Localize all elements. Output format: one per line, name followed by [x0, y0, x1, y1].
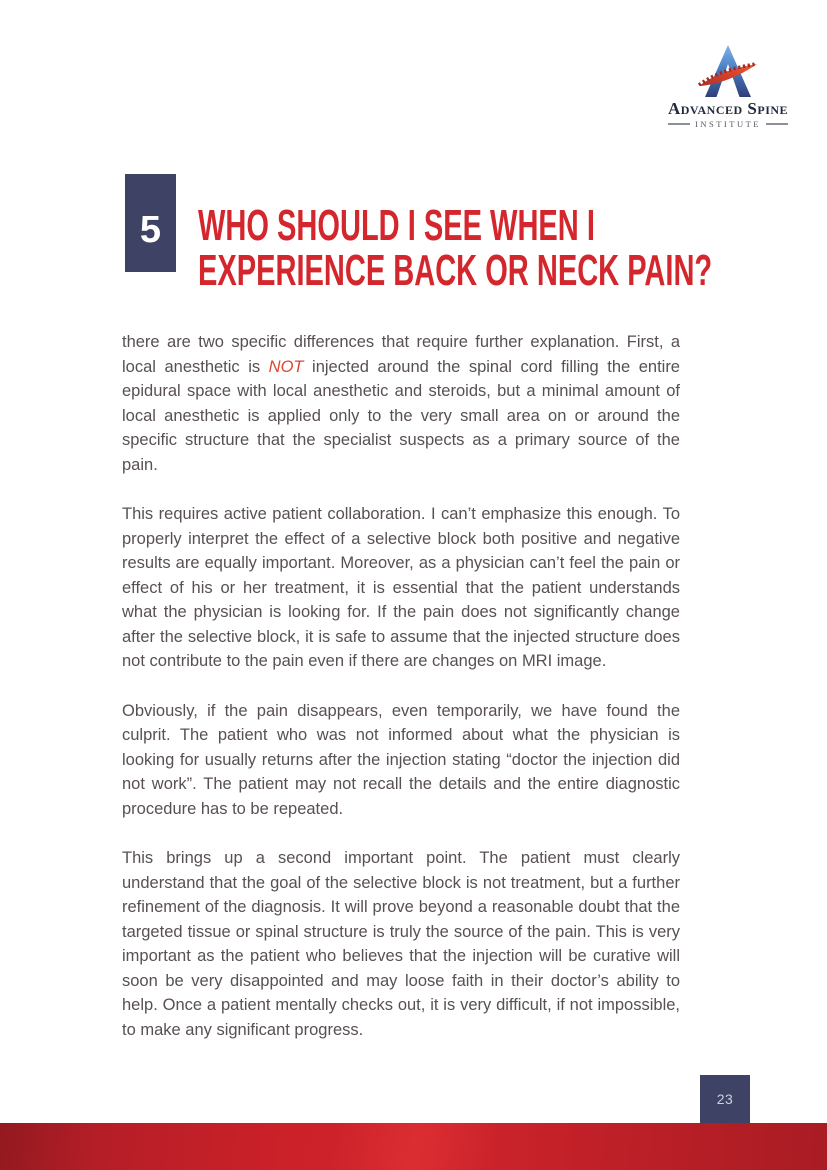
paragraph-1-after: injected around the spinal cord filling the entire epidural space with local anesthetic and steroids, but a minimal amount of local anesthetic is applied only to the very small area on or around the specific structure that the specialist suspects as a primary source of the pain.	[122, 357, 680, 474]
paragraph-4: This brings up a second important point. The patient must clearly understand that the goal of the selective block is not treatment, but a further refinement of the diagnosis. It will prove beyond a reasonable doubt that the targeted tissue or spinal structure is truly the source of the pain. This is very important as the patient who believes that the injection will be curative will soon be very disappointed and may loose faith in their doctor’s ability to help. Once a patient mentally checks out, it is very difficult, if not impossible, to make any significant progress.	[122, 849, 680, 1039]
logo-subtitle-row	[660, 119, 796, 129]
logo-subname: INSTITUTE	[695, 119, 761, 129]
chapter-number: 5	[139, 209, 162, 251]
paragraph-3: Obviously, if the pain disappears, even temporarily, we have found the culprit. The patient who was not informed about what the physician is looking for usually returns after the injection stating “doctor the injection did not work”. The patient may not recall the details and the entire diagnostic procedure has to be repeated.	[122, 701, 680, 818]
chapter-title-line2: EXPERIENCE BACK OR NECK PAIN?	[198, 246, 713, 295]
body-text	[122, 330, 680, 1067]
chapter-number-box	[125, 174, 176, 272]
chapter-title	[198, 203, 712, 293]
page-number: 23	[716, 1091, 734, 1107]
spine-a-icon	[695, 44, 761, 98]
logo-name: Advanced Spine	[667, 99, 789, 118]
footer-band	[0, 1123, 827, 1170]
chapter-title-line1: WHO SHOULD I SEE WHEN I	[198, 201, 595, 250]
not-emphasis: NOT	[268, 357, 304, 376]
page-number-badge	[700, 1075, 750, 1123]
paragraph-1	[122, 330, 680, 477]
logo-divider-right	[766, 123, 788, 125]
logo-divider-left	[668, 123, 690, 125]
paragraph-2: This requires active patient collaboration. I can’t emphasize this enough. To properly interpret the effect of a selective block both positive and negative results are equally important. Moreover, as a physician can’t feel the pain or effect of his or her treatment, it is essential that the patient understands what the physician is looking for. If the pain does not significantly change after the selective block, it is safe to assume that the injected structure does not contribute to the pain even if there are changes on MRI image.	[122, 505, 680, 670]
advanced-spine-logo	[660, 44, 796, 129]
paragraph-1-before: there are two specific differences that require further explanation. First, a local anesthetic is	[122, 333, 680, 376]
